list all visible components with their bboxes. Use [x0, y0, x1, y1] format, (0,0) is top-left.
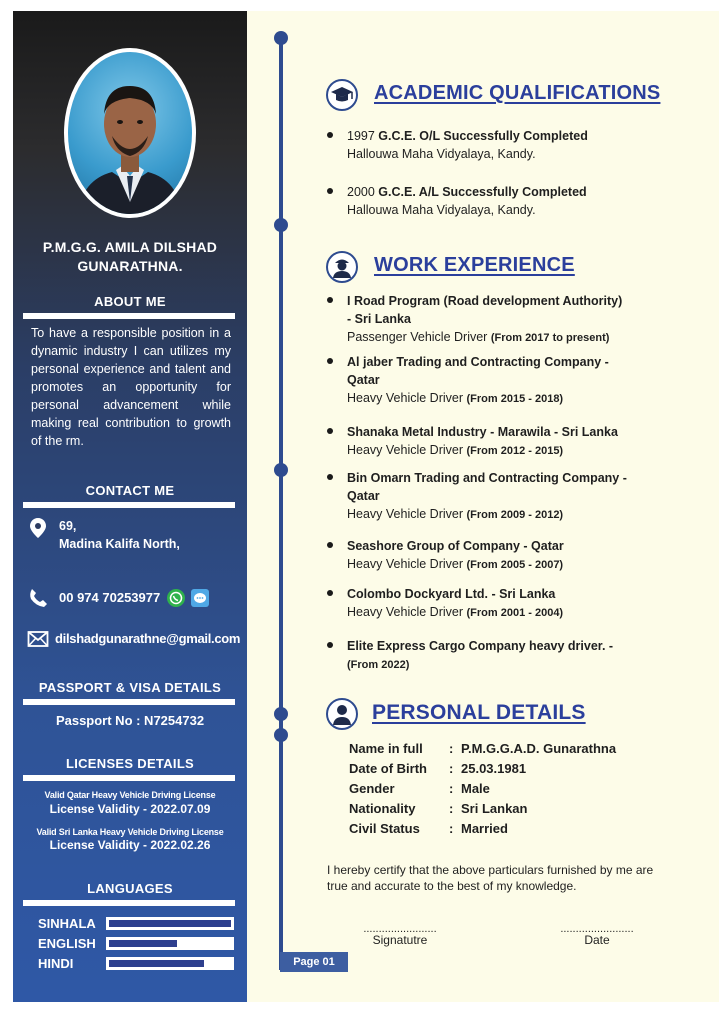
- full-name: P.M.G.G. AMILA DILSHAD GUNARATHNA.: [42, 239, 218, 274]
- language-level-track: [106, 917, 234, 930]
- academic-title: ACADEMIC QUALIFICATIONS: [374, 82, 661, 104]
- date-label: Date: [584, 933, 610, 947]
- academic-item: 1997 G.C.E. O/L Successfully Completed Hallouwa Maha Vidyalaya, Kandy.: [347, 129, 588, 161]
- date-block: [552, 925, 642, 947]
- licenses-title: LICENSES DETAILS: [65, 756, 195, 771]
- email-address[interactable]: dilshadgunarathne@gmail.com: [55, 631, 241, 646]
- work-item: Shanaka Metal Industry - Marawila - Sri Lanka Heavy Vehicle Driver (From 2012 - 2015): [347, 425, 618, 457]
- bullet: [327, 358, 333, 364]
- passport-title: PASSPORT & VISA DETAILS: [38, 680, 222, 695]
- colon: :: [449, 781, 454, 796]
- language-level-track: [106, 957, 234, 970]
- user-icon: [326, 698, 358, 730]
- about-title: ABOUT ME: [94, 294, 166, 309]
- personal-row: Gender : Male: [349, 781, 490, 796]
- personal-row: Civil Status : Married: [349, 821, 508, 836]
- date-line: ........................: [560, 923, 634, 935]
- page-number: Page 01: [280, 952, 348, 972]
- bullet: [327, 132, 333, 138]
- profile-photo-frame: [64, 48, 196, 218]
- work-item: Bin Omarn Trading and Contracting Company - Qatar Heavy Vehicle Driver (From 2009 - 2012): [347, 471, 627, 521]
- location-pin-icon: [27, 517, 49, 539]
- contact-divider: [23, 502, 235, 508]
- languages-title: LANGUAGES: [87, 881, 173, 896]
- person-portrait-icon: [68, 52, 192, 214]
- bullet: [327, 474, 333, 480]
- worker-icon: [326, 251, 358, 283]
- bullet: [327, 428, 333, 434]
- language-row: [38, 936, 234, 951]
- bullet: [327, 642, 333, 648]
- profile-photo: [68, 52, 192, 214]
- work-title: WORK EXPERIENCE: [374, 254, 575, 276]
- languages-divider: [23, 900, 235, 906]
- language-level-fill: [109, 920, 231, 927]
- language-name: ENGLISH: [38, 936, 96, 951]
- imo-icon[interactable]: [190, 588, 210, 608]
- license-2-type: Valid Sri Lanka Heavy Vehicle Driving License: [36, 827, 224, 837]
- licenses-divider: [23, 775, 235, 781]
- personal-row: Name in full : P.M.G.G.A.D. Gunarathna: [349, 741, 617, 756]
- colon: :: [449, 801, 454, 816]
- colon: :: [449, 821, 454, 836]
- language-level-fill: [109, 960, 204, 967]
- work-item: Colombo Dockyard Ltd. - Sri Lanka Heavy Vehicle Driver (From 2001 - 2004): [347, 587, 564, 619]
- bullet: [327, 542, 333, 548]
- passport-divider: [23, 699, 235, 705]
- timeline-dot: [274, 707, 288, 721]
- work-item: Elite Express Cargo Company heavy driver. - (From 2022): [347, 639, 614, 671]
- about-text: To have a responsible position in a dynamic industry I can utilizes my personal experience and talent and promotes an opportunity for personal advancement while making real contribution to growth of the rm.: [31, 326, 231, 448]
- certification-statement: I hereby certify that the above particulars furnished by me are true and accurate to the best of my knowledge.: [327, 863, 654, 893]
- timeline-line: [279, 38, 283, 970]
- phone-number[interactable]: 00 974 70253977: [59, 590, 161, 605]
- phone-row: [27, 587, 210, 609]
- language-level-fill: [109, 940, 177, 947]
- language-row: [38, 916, 234, 931]
- academic-item: 2000 G.C.E. A/L Successfully Completed Hallouwa Maha Vidyalaya, Kandy.: [347, 185, 587, 217]
- timeline-dot: [274, 31, 288, 45]
- language-row: [38, 956, 234, 971]
- personal-row: Nationality : Sri Lankan: [349, 801, 528, 816]
- bullet: [327, 590, 333, 596]
- colon: :: [449, 741, 454, 756]
- about-divider: [23, 313, 235, 319]
- language-name: SINHALA: [38, 916, 96, 931]
- timeline-dot: [274, 218, 288, 232]
- whatsapp-icon[interactable]: [166, 588, 186, 608]
- personal-title: PERSONAL DETAILS: [372, 701, 586, 724]
- bullet: [327, 297, 333, 303]
- contact-title: CONTACT ME: [85, 483, 175, 498]
- work-item: I Road Program (Road development Authority) - Sri Lanka Passenger Vehicle Driver (From 2017 to present): [347, 294, 623, 344]
- license-1-validity: License Validity - 2022.07.09: [49, 802, 211, 816]
- phone-icon: [27, 587, 49, 609]
- timeline-dot: [274, 463, 288, 477]
- language-level-track: [106, 937, 234, 950]
- signature-block: [355, 925, 445, 947]
- license-2-validity: License Validity - 2022.02.26: [49, 838, 211, 852]
- address-text: 69, Madina Kalifa North,: [59, 519, 180, 551]
- signature-line: ........................: [363, 923, 437, 935]
- license-1-type: Valid Qatar Heavy Vehicle Driving License: [44, 790, 216, 800]
- work-item: Al jaber Trading and Contracting Company - Qatar Heavy Vehicle Driver (From 2015 - 2018): [347, 355, 609, 405]
- bullet: [327, 188, 333, 194]
- passport-number: Passport No : N7254732: [55, 713, 205, 728]
- signature-label: Signatutre: [372, 933, 428, 947]
- address-row: [27, 517, 180, 553]
- graduation-cap-icon: [326, 79, 358, 111]
- language-name: HINDI: [38, 956, 74, 971]
- email-row: [27, 628, 240, 650]
- sidebar: [13, 11, 247, 1002]
- colon: :: [449, 761, 454, 776]
- email-icon: [27, 628, 49, 650]
- timeline-dot: [274, 728, 288, 742]
- work-item: Seashore Group of Company - Qatar Heavy Vehicle Driver (From 2005 - 2007): [347, 539, 564, 571]
- personal-row: Date of Birth : 25.03.1981: [349, 761, 527, 776]
